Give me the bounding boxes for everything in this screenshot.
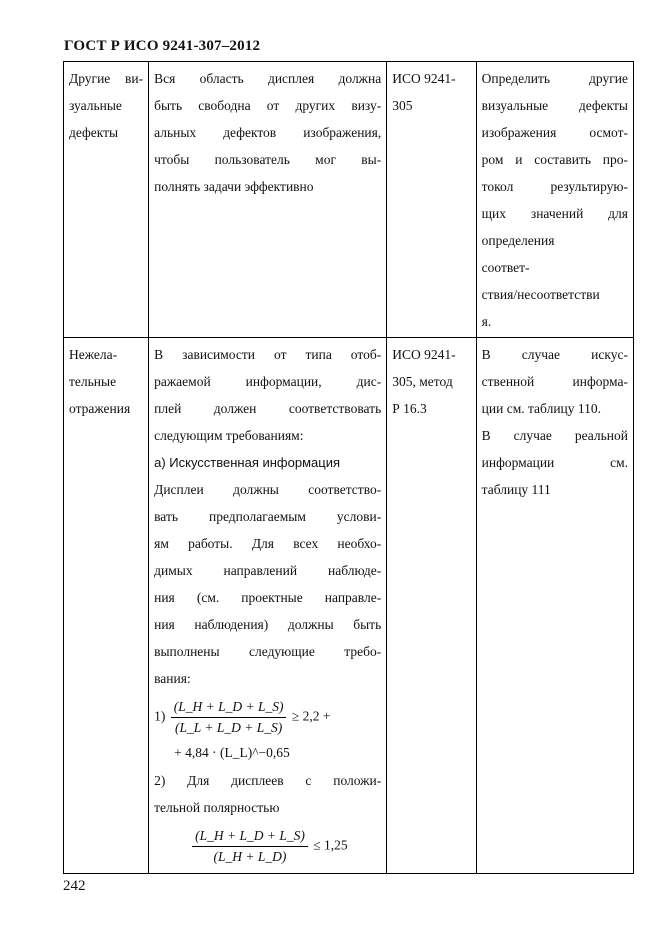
formula-1-denominator: (L_L + L_D + L_S) bbox=[174, 720, 283, 735]
reference-cell bbox=[387, 338, 476, 874]
list-item-b-line: 2) Для дисплеев с положи- bbox=[154, 773, 382, 788]
formula-1-rhs: ≥ 2,2 + bbox=[291, 708, 331, 724]
formula-2-fraction bbox=[192, 827, 308, 866]
method-line: ствия/несоответстви bbox=[481, 287, 600, 302]
formula-1-fraction bbox=[171, 698, 287, 737]
formula-1-numerator: (L_H + L_D + L_S) bbox=[171, 698, 287, 718]
requirement-line: ям работы. Для всех необхо- bbox=[154, 536, 382, 551]
requirement-line: Дисплеи должны соответство- bbox=[154, 482, 382, 497]
method-line: таблицу 111 bbox=[481, 482, 551, 497]
method-line: ственной информа- bbox=[481, 374, 628, 389]
formula-2-denominator: (L_H + L_D) bbox=[213, 849, 287, 864]
reference-line: Р 16.3 bbox=[392, 401, 427, 416]
list-item-a: а) Искусственная информация bbox=[154, 455, 341, 470]
method-line: ром и составить про- bbox=[481, 152, 628, 167]
row-name-line: тельные bbox=[69, 374, 117, 389]
requirement-line: В зависимости от типа отоб- bbox=[154, 347, 382, 362]
row-name-cell bbox=[64, 338, 149, 874]
method-line: Определить другие bbox=[481, 71, 628, 86]
method-line: информации см. bbox=[481, 455, 628, 470]
formula-1-tail: + 4,84 · (L_L)^−0,65 bbox=[174, 745, 290, 760]
requirement-line: чтобы пользователь мог вы- bbox=[154, 152, 382, 167]
page-number: 242 bbox=[63, 878, 86, 894]
requirement-line: быть свободна от других визу- bbox=[154, 98, 382, 113]
requirement-cell bbox=[149, 62, 387, 338]
table-row bbox=[64, 62, 634, 338]
requirement-line: плей должен соответствовать bbox=[154, 401, 382, 416]
reference-cell bbox=[387, 62, 476, 338]
requirement-line: ния (см. проектные направле- bbox=[154, 590, 382, 605]
requirement-line: вания: bbox=[154, 671, 191, 686]
method-line: В случае искус- bbox=[481, 347, 628, 362]
method-line: соответ- bbox=[481, 260, 530, 275]
method-line: токол результирую- bbox=[481, 179, 628, 194]
requirement-line: ражаемой информации, дис- bbox=[154, 374, 382, 389]
method-line: щих значений для bbox=[481, 206, 628, 221]
formula-1 bbox=[154, 698, 381, 737]
requirement-line: ния наблюдения) должны быть bbox=[154, 617, 382, 632]
requirement-line: выполнены следующие требо- bbox=[154, 644, 382, 659]
method-cell bbox=[476, 62, 633, 338]
formula-1-label: 1) bbox=[154, 708, 166, 724]
method-line: ции см. таблицу 110. bbox=[481, 401, 602, 416]
row-name-line: Другие ви- bbox=[69, 71, 144, 86]
formula-2 bbox=[154, 827, 381, 866]
reference-line: 305, метод bbox=[392, 374, 453, 389]
formula-2-rhs: ≤ 1,25 bbox=[313, 837, 348, 853]
reference-line: ИСО 9241- bbox=[392, 71, 456, 86]
requirement-line: альных дефектов изображения, bbox=[154, 125, 382, 140]
method-line: я. bbox=[481, 314, 492, 329]
formula-2-numerator: (L_H + L_D + L_S) bbox=[192, 827, 308, 847]
requirement-line: полнять задачи эффективно bbox=[154, 179, 314, 194]
row-name-line: отражения bbox=[69, 401, 131, 416]
method-line: определения bbox=[481, 233, 555, 248]
reference-line: ИСО 9241- bbox=[392, 347, 456, 362]
method-line: В случае реальной bbox=[481, 428, 628, 443]
requirement-line: Вся область дисплея должна bbox=[154, 71, 382, 86]
requirement-cell bbox=[149, 338, 387, 874]
method-cell bbox=[476, 338, 633, 874]
requirement-line: вать предполагаемым услови- bbox=[154, 509, 382, 524]
reference-line: 305 bbox=[392, 98, 413, 113]
list-item-b-line: тельной полярностью bbox=[154, 800, 280, 815]
requirements-table bbox=[63, 61, 634, 874]
requirement-line: следующим требованиям: bbox=[154, 428, 304, 443]
method-line: визуальные дефекты bbox=[481, 98, 628, 113]
document-header: ГОСТ Р ИСО 9241-307–2012 bbox=[64, 38, 261, 54]
requirement-line: димых направлений наблюде- bbox=[154, 563, 382, 578]
row-name-line: дефекты bbox=[69, 125, 119, 140]
row-name-cell bbox=[64, 62, 149, 338]
method-line: изображения осмот- bbox=[481, 125, 628, 140]
table-row bbox=[64, 338, 634, 874]
row-name-line: зуальные bbox=[69, 98, 122, 113]
row-name-line: Нежела- bbox=[69, 347, 118, 362]
